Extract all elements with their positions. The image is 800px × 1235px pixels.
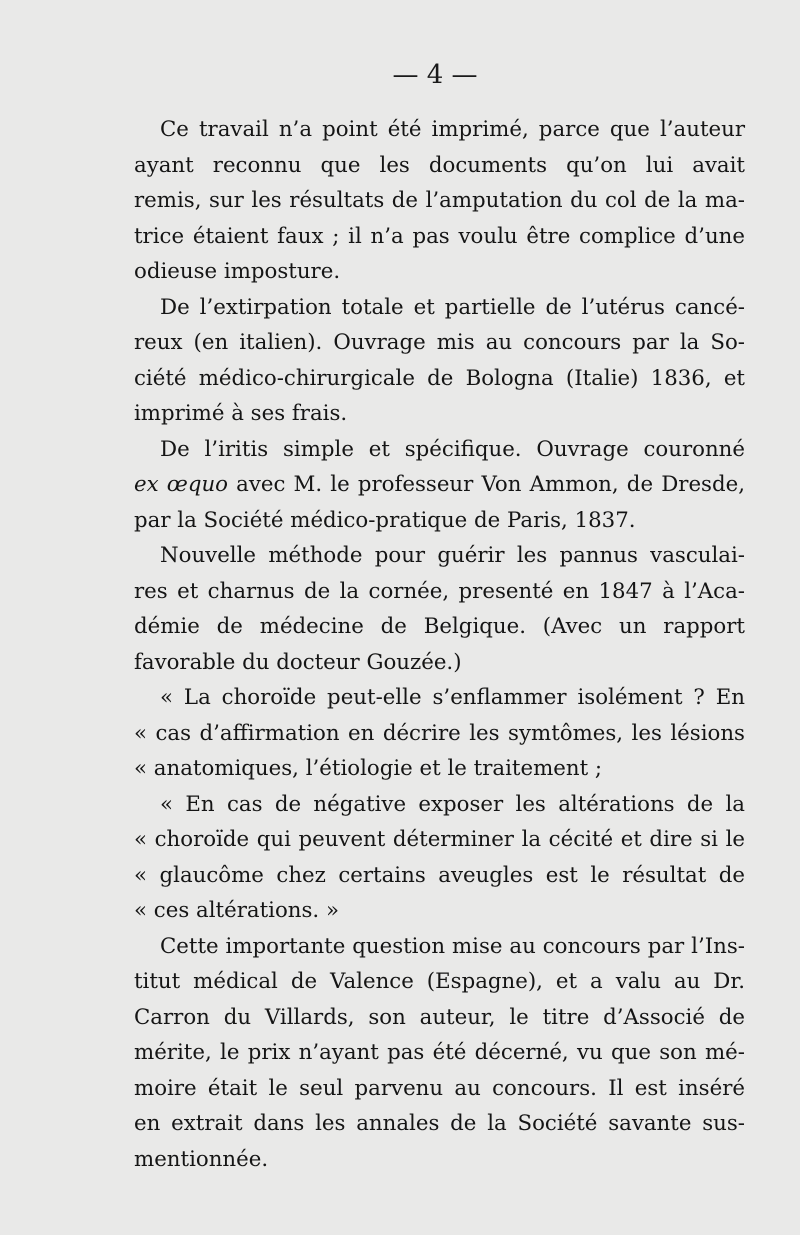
text-line: « La choroïde peut-elle s’enflammer isolément ? En xyxy=(160,685,745,710)
paragraph-3 xyxy=(134,432,745,539)
paragraph-4 xyxy=(134,538,745,680)
text-line: favorable du docteur Gouzée.) xyxy=(134,649,462,675)
text-line: Nouvelle méthode pour guérir les pannus vasculai- xyxy=(160,543,745,568)
text-line: trice étaient faux ; il n’a pas voulu être complice d’une xyxy=(134,223,745,249)
text-line: « choroïde qui peuvent déterminer la cécité et dire si le xyxy=(134,827,745,852)
text-line: titut médical de Valence (Espagne), et a valu au Dr. xyxy=(134,969,745,994)
text-line: Carron du Villards, son auteur, le titre d’Associé de xyxy=(134,1004,745,1030)
text-line: « anatomiques, l’étiologie et le traitement ; xyxy=(134,756,603,781)
text-line: De l’iritis simple et spécifique. Ouvrage couronné xyxy=(160,436,745,462)
text-line: ayant reconnu que les documents qu’on lui avait xyxy=(134,152,745,178)
text-line: « En cas de négative exposer les altérations de la xyxy=(160,791,745,817)
text-line: ciété médico-chirurgicale de Bologna (Italie) 1836, et xyxy=(134,365,745,391)
text-line: démie de médecine de Belgique. (Avec un rapport xyxy=(134,614,745,639)
text-line: en extrait dans les annales de la Société savante sus- xyxy=(134,1111,745,1136)
text-line: « cas d’affirmation en décrire les symtômes, les lésions xyxy=(134,720,745,746)
text-line: reux (en italien). Ouvrage mis au concours par la So- xyxy=(134,330,745,355)
text-line: res et charnus de la cornée, presenté en 1847 à l’Aca- xyxy=(134,578,745,604)
paragraph-2 xyxy=(134,290,745,432)
paragraph-7 xyxy=(134,929,745,1178)
text-line: odieuse imposture. xyxy=(134,259,341,284)
text-line: « glaucôme chez certains aveugles est le résultat de xyxy=(134,862,745,888)
quote-paragraph-1 xyxy=(134,680,745,787)
text-line: Cette importante question mise au concours par l’Ins- xyxy=(160,933,745,959)
text-line: remis, sur les résultats de l’amputation du col de la ma- xyxy=(134,188,745,213)
page-number: — 4 — xyxy=(392,60,478,90)
latin-phrase: ex œquo xyxy=(134,472,228,497)
text-fragment: avec M. le professeur Von Ammon, de Dresde, xyxy=(228,472,745,497)
quote-paragraph-2 xyxy=(134,787,745,929)
text-line: par la Société médico-pratique de Paris, 1837. xyxy=(134,507,636,533)
text-line: Ce travail n’a point été imprimé, parce que l’auteur xyxy=(160,117,745,142)
paragraph-1 xyxy=(134,112,745,290)
body-text xyxy=(134,112,745,1177)
text-line: mérite, le prix n’ayant pas été décerné, vu que son mé- xyxy=(134,1040,745,1065)
text-line: mentionnée. xyxy=(134,1146,269,1172)
text-line xyxy=(134,467,745,503)
text-line: moire était le seul parvenu au concours. Il est inséré xyxy=(134,1075,745,1101)
text-line: De l’extirpation totale et partielle de l’utérus cancé- xyxy=(160,294,745,320)
text-line: imprimé à ses frais. xyxy=(134,401,348,426)
text-line: « ces altérations. » xyxy=(134,898,339,923)
